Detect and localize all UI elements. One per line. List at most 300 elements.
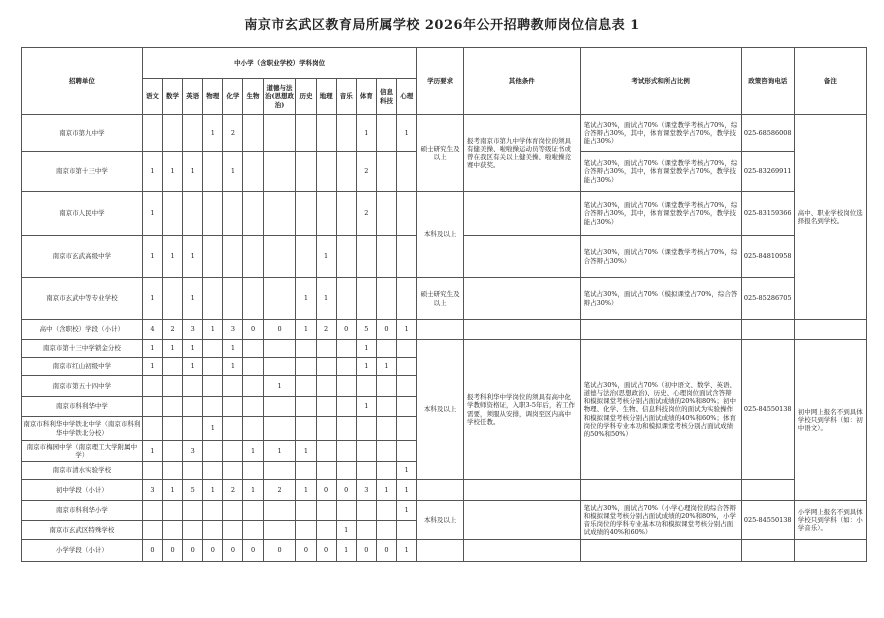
subject-count: 1 bbox=[376, 358, 396, 376]
subject-count: 0 bbox=[336, 320, 356, 340]
subject-count: 0 bbox=[316, 540, 336, 562]
subject-count bbox=[183, 192, 203, 236]
subject-count: 1 bbox=[356, 397, 376, 417]
exam-method-cell: 笔试占30%，面试占70%（课堂教学考核占70%，综合答辩占30%，其中，体育课堂教学占70%，教学技能占30%） bbox=[580, 192, 741, 236]
subject-count bbox=[397, 441, 417, 462]
unit-name: 高中（含职校）学段（小计） bbox=[22, 320, 143, 340]
header-unit: 招聘单位 bbox=[22, 48, 143, 115]
header-subject: 地理 bbox=[316, 79, 336, 115]
subject-count: 0 bbox=[263, 540, 296, 562]
subject-count bbox=[223, 278, 243, 320]
subject-count: 0 bbox=[243, 540, 263, 562]
subject-count: 1 bbox=[162, 340, 182, 358]
other-conditions-cell: 报考科利华中学岗位的须具有高中化学教师资格证，入职3-5年后，若工作需要，须服从安排，调岗至区内高中学校任教。 bbox=[464, 340, 581, 480]
subject-count bbox=[376, 441, 396, 462]
header-subject: 心理 bbox=[397, 79, 417, 115]
subtotal-row bbox=[22, 320, 867, 340]
subject-count bbox=[376, 462, 396, 480]
subject-count: 0 bbox=[142, 540, 162, 562]
subject-count bbox=[376, 152, 396, 192]
subject-count: 2 bbox=[223, 480, 243, 501]
subject-count bbox=[263, 501, 296, 521]
unit-name: 南京市梅园中学（南京理工大学附属中学） bbox=[22, 441, 143, 462]
subject-count bbox=[162, 501, 182, 521]
exam-method-cell: 笔试占30%，面试占70%（初中语文、数学、英语、道德与法治(思想政治)、历史、心理岗位面试含答辩和模拟课堂考核分别占面试成绩的20%和80%；初中物理、化学、生物、信息科技岗位的面试为实验操作和模拟课堂考核分别占面试成绩的40%和60%；体育岗位的学科专业本功和模拟课堂考核分别占面试成绩的50%和50%） bbox=[580, 340, 741, 480]
subject-count: 1 bbox=[142, 441, 162, 462]
unit-name: 南京市科利华中学铁北中学（南京市科利华中学铁北分校） bbox=[22, 417, 143, 441]
subject-count: 1 bbox=[203, 320, 223, 340]
table-row bbox=[22, 340, 867, 358]
subject-count bbox=[336, 417, 356, 441]
header-other-conditions: 其他条件 bbox=[464, 48, 581, 115]
subject-count bbox=[203, 340, 223, 358]
phone-cell bbox=[741, 320, 794, 340]
subject-count: 3 bbox=[356, 480, 376, 501]
subject-count bbox=[336, 501, 356, 521]
subject-count: 1 bbox=[162, 480, 182, 501]
subject-count bbox=[263, 397, 296, 417]
subject-count bbox=[336, 152, 356, 192]
subject-count: 0 bbox=[376, 320, 396, 340]
subject-count: 0 bbox=[223, 540, 243, 562]
education-cell bbox=[417, 540, 464, 562]
subject-count bbox=[397, 278, 417, 320]
subject-count bbox=[142, 417, 162, 441]
note-cell: 初中网上报名不到具体学校只到学科（如：初中语文）。 bbox=[794, 340, 866, 501]
subject-count: 1 bbox=[336, 521, 356, 540]
other-conditions-cell bbox=[464, 192, 581, 236]
phone-cell: 025-84550138 bbox=[741, 501, 794, 540]
subject-count bbox=[263, 236, 296, 278]
unit-name: 南京市清水实验学校 bbox=[22, 462, 143, 480]
subject-count bbox=[397, 521, 417, 540]
subject-count bbox=[142, 462, 162, 480]
subject-count bbox=[376, 397, 396, 417]
subject-count: 3 bbox=[183, 441, 203, 462]
header-note: 备注 bbox=[794, 48, 866, 115]
subject-count bbox=[142, 521, 162, 540]
other-conditions-cell bbox=[464, 236, 581, 278]
subject-count bbox=[203, 236, 223, 278]
subject-count bbox=[203, 376, 223, 397]
subject-count bbox=[243, 462, 263, 480]
phone-cell: 025-85286705 bbox=[741, 278, 794, 320]
exam-method-cell bbox=[580, 540, 741, 562]
unit-name: 南京市人民中学 bbox=[22, 192, 143, 236]
subject-count bbox=[183, 501, 203, 521]
subject-count: 1 bbox=[397, 462, 417, 480]
subject-count bbox=[336, 462, 356, 480]
subject-count bbox=[296, 358, 316, 376]
subject-count bbox=[243, 417, 263, 441]
subject-count bbox=[296, 417, 316, 441]
subject-count: 0 bbox=[316, 480, 336, 501]
subject-count: 1 bbox=[183, 152, 203, 192]
subject-count bbox=[263, 152, 296, 192]
subject-count bbox=[203, 521, 223, 540]
subject-count bbox=[162, 441, 182, 462]
subject-count bbox=[336, 115, 356, 152]
header-subject: 信息科技 bbox=[376, 79, 396, 115]
subject-count bbox=[376, 236, 396, 278]
unit-name: 南京市玄武区特殊学校 bbox=[22, 521, 143, 540]
subject-count bbox=[162, 192, 182, 236]
subject-count bbox=[296, 521, 316, 540]
subject-count: 1 bbox=[356, 340, 376, 358]
subject-count: 1 bbox=[223, 340, 243, 358]
subject-count bbox=[316, 441, 336, 462]
subject-count: 0 bbox=[356, 540, 376, 562]
subject-count bbox=[316, 462, 336, 480]
subject-count bbox=[316, 376, 336, 397]
subject-count: 5 bbox=[356, 320, 376, 340]
subject-count bbox=[243, 236, 263, 278]
subject-count bbox=[316, 521, 336, 540]
subject-count bbox=[376, 501, 396, 521]
subject-count bbox=[356, 417, 376, 441]
header-subject: 英语 bbox=[183, 79, 203, 115]
phone-cell: 025-83269911 bbox=[741, 152, 794, 192]
unit-name: 南京市红山初级中学 bbox=[22, 358, 143, 376]
subject-count bbox=[183, 417, 203, 441]
table-row bbox=[22, 115, 867, 152]
subject-count bbox=[223, 397, 243, 417]
subject-count bbox=[316, 417, 336, 441]
subject-count bbox=[203, 397, 223, 417]
subject-count bbox=[296, 462, 316, 480]
subject-count bbox=[243, 340, 263, 358]
note-cell bbox=[794, 540, 866, 562]
subject-count bbox=[376, 340, 396, 358]
subject-count: 0 bbox=[336, 480, 356, 501]
subject-count bbox=[162, 358, 182, 376]
subject-count bbox=[183, 376, 203, 397]
subject-count bbox=[142, 501, 162, 521]
subject-count bbox=[376, 192, 396, 236]
subject-count bbox=[316, 501, 336, 521]
subject-count: 1 bbox=[296, 278, 316, 320]
subject-count bbox=[336, 397, 356, 417]
subject-count bbox=[356, 278, 376, 320]
subject-count: 1 bbox=[397, 540, 417, 562]
subject-count bbox=[356, 501, 376, 521]
subject-count bbox=[296, 152, 316, 192]
subject-count bbox=[397, 152, 417, 192]
subject-count bbox=[162, 376, 182, 397]
subject-count: 0 bbox=[263, 320, 296, 340]
subject-count bbox=[376, 521, 396, 540]
subject-count bbox=[397, 417, 417, 441]
header-subject: 语文 bbox=[142, 79, 162, 115]
subject-count bbox=[223, 376, 243, 397]
header-subject: 生物 bbox=[243, 79, 263, 115]
table-row bbox=[22, 192, 867, 236]
subject-count: 1 bbox=[316, 236, 336, 278]
subject-count: 0 bbox=[296, 540, 316, 562]
subject-count: 1 bbox=[142, 152, 162, 192]
subject-count bbox=[296, 397, 316, 417]
subject-count bbox=[243, 115, 263, 152]
subject-count: 4 bbox=[142, 320, 162, 340]
phone-cell: 025-68586008 bbox=[741, 115, 794, 152]
subject-count: 1 bbox=[142, 358, 162, 376]
subject-count: 3 bbox=[183, 320, 203, 340]
subject-count bbox=[356, 376, 376, 397]
subject-count: 3 bbox=[223, 320, 243, 340]
subject-count bbox=[162, 521, 182, 540]
education-cell bbox=[417, 480, 464, 501]
subject-count bbox=[336, 340, 356, 358]
subject-count bbox=[223, 521, 243, 540]
subject-count: 1 bbox=[183, 236, 203, 278]
subject-count: 1 bbox=[243, 441, 263, 462]
page-title: 南京市玄武区教育局所属学校 2026年公开招聘教师岗位信息表 1 bbox=[244, 18, 640, 33]
subject-count: 1 bbox=[397, 320, 417, 340]
subject-count bbox=[296, 115, 316, 152]
subject-count bbox=[296, 236, 316, 278]
subject-count: 2 bbox=[356, 192, 376, 236]
subject-count bbox=[142, 397, 162, 417]
other-conditions-cell bbox=[464, 278, 581, 320]
subject-count bbox=[397, 340, 417, 358]
education-cell: 本科及以上 bbox=[417, 192, 464, 278]
subject-count bbox=[316, 397, 336, 417]
note-cell bbox=[794, 320, 866, 340]
subject-count bbox=[203, 358, 223, 376]
subject-count: 1 bbox=[296, 320, 316, 340]
subject-count: 0 bbox=[203, 540, 223, 562]
education-cell: 本科及以上 bbox=[417, 501, 464, 540]
unit-name: 南京市玄武高级中学 bbox=[22, 236, 143, 278]
subject-count bbox=[376, 278, 396, 320]
subject-count: 1 bbox=[336, 540, 356, 562]
subject-count bbox=[263, 358, 296, 376]
subject-count bbox=[243, 521, 263, 540]
subject-count: 1 bbox=[183, 340, 203, 358]
subject-count bbox=[243, 376, 263, 397]
subject-count: 1 bbox=[376, 480, 396, 501]
education-cell: 本科及以上 bbox=[417, 340, 464, 480]
exam-method-cell: 笔试占30%，面试占70%（课堂教学考核占70%，综合答辩占30%，其中，体育课堂教学占70%，教学技能占30%） bbox=[580, 115, 741, 152]
education-cell: 硕士研究生及以上 bbox=[417, 115, 464, 192]
subject-count bbox=[243, 278, 263, 320]
exam-method-cell bbox=[580, 480, 741, 501]
subject-count bbox=[162, 417, 182, 441]
subject-count bbox=[263, 278, 296, 320]
subject-count: 1 bbox=[397, 501, 417, 521]
subject-count: 5 bbox=[183, 480, 203, 501]
subject-count bbox=[296, 501, 316, 521]
subject-count: 1 bbox=[296, 441, 316, 462]
subject-count: 1 bbox=[142, 236, 162, 278]
subject-count: 1 bbox=[356, 358, 376, 376]
subject-count: 1 bbox=[142, 192, 162, 236]
subject-count bbox=[376, 417, 396, 441]
subject-count: 1 bbox=[183, 278, 203, 320]
subject-count: 1 bbox=[243, 480, 263, 501]
subject-count bbox=[356, 521, 376, 540]
phone-cell: 025-84550138 bbox=[741, 340, 794, 480]
subject-count: 0 bbox=[162, 540, 182, 562]
subtotal-row bbox=[22, 540, 867, 562]
other-conditions-cell: 报考南京市第九中学体育岗位的须具有健美操、啦啦操运动员等级证书或曾在我区有关以上健美操、啦啦操竞赛中获奖。 bbox=[464, 115, 581, 192]
subject-count: 2 bbox=[263, 480, 296, 501]
unit-name: 南京市第五十四中学 bbox=[22, 376, 143, 397]
subject-count bbox=[336, 278, 356, 320]
unit-name: 南京市第十三中学 bbox=[22, 152, 143, 192]
subject-count bbox=[316, 192, 336, 236]
subject-count bbox=[183, 462, 203, 480]
subject-count: 2 bbox=[223, 115, 243, 152]
subject-count bbox=[243, 152, 263, 192]
subject-count: 1 bbox=[263, 441, 296, 462]
subject-count: 1 bbox=[397, 115, 417, 152]
subject-count bbox=[263, 115, 296, 152]
subject-count bbox=[336, 236, 356, 278]
subject-count bbox=[223, 441, 243, 462]
header-subject: 数学 bbox=[162, 79, 182, 115]
education-cell bbox=[417, 320, 464, 340]
subject-count: 1 bbox=[223, 152, 243, 192]
unit-name: 初中学段（小计） bbox=[22, 480, 143, 501]
subject-count: 2 bbox=[316, 320, 336, 340]
subject-count bbox=[223, 236, 243, 278]
unit-name: 南京市科利华小学 bbox=[22, 501, 143, 521]
subject-count: 1 bbox=[356, 115, 376, 152]
subject-count: 0 bbox=[183, 540, 203, 562]
exam-method-cell bbox=[580, 320, 741, 340]
exam-method-cell: 笔试占30%，面试占70%（课堂教学考核占70%，综合答辩占30%，其中，体育课堂教学占70%，教学技能占30%） bbox=[580, 152, 741, 192]
subject-count bbox=[183, 115, 203, 152]
subject-count bbox=[316, 340, 336, 358]
subtotal-row bbox=[22, 480, 867, 501]
subject-count bbox=[296, 192, 316, 236]
subject-count bbox=[162, 462, 182, 480]
subject-count bbox=[223, 462, 243, 480]
subject-count: 1 bbox=[223, 358, 243, 376]
note-cell: 高中、职业学校岗位选择报名到学校。 bbox=[794, 115, 866, 320]
subject-count bbox=[183, 521, 203, 540]
other-conditions-cell bbox=[464, 320, 581, 340]
subject-count bbox=[142, 376, 162, 397]
phone-cell bbox=[741, 540, 794, 562]
header-phone: 政策咨询电话 bbox=[741, 48, 794, 115]
subject-count bbox=[356, 462, 376, 480]
subject-count bbox=[162, 397, 182, 417]
other-conditions-cell bbox=[464, 480, 581, 501]
subject-count bbox=[243, 397, 263, 417]
subject-count bbox=[397, 236, 417, 278]
phone-cell: 025-83159366 bbox=[741, 192, 794, 236]
subject-count bbox=[203, 192, 223, 236]
subject-count bbox=[263, 340, 296, 358]
subject-count bbox=[336, 192, 356, 236]
subject-count bbox=[203, 462, 223, 480]
subject-count bbox=[296, 376, 316, 397]
subject-count: 1 bbox=[162, 236, 182, 278]
subject-count bbox=[142, 115, 162, 152]
header-subject: 物理 bbox=[203, 79, 223, 115]
subject-count: 0 bbox=[376, 540, 396, 562]
subject-count bbox=[162, 115, 182, 152]
subject-count: 0 bbox=[243, 320, 263, 340]
recruitment-table bbox=[21, 47, 867, 562]
unit-name: 小学学段（小计） bbox=[22, 540, 143, 562]
header-subject: 道德与法治(思想政治) bbox=[263, 79, 296, 115]
subject-count: 1 bbox=[316, 278, 336, 320]
other-conditions-cell bbox=[464, 501, 581, 540]
header-exam: 考试形式和所占比例 bbox=[580, 48, 741, 115]
subject-count bbox=[162, 278, 182, 320]
subject-count bbox=[356, 441, 376, 462]
subject-count bbox=[203, 501, 223, 521]
subject-count: 1 bbox=[203, 115, 223, 152]
header-subject-group: 中小学（含职业学校）学科岗位 bbox=[142, 48, 417, 79]
subject-count: 1 bbox=[203, 480, 223, 501]
subject-count bbox=[183, 397, 203, 417]
subject-count bbox=[223, 417, 243, 441]
subject-count bbox=[263, 521, 296, 540]
unit-name: 南京市玄武中等专业学校 bbox=[22, 278, 143, 320]
header-subject: 音乐 bbox=[336, 79, 356, 115]
unit-name: 南京市科利华中学 bbox=[22, 397, 143, 417]
subject-count bbox=[263, 192, 296, 236]
subject-count: 2 bbox=[162, 320, 182, 340]
subject-count bbox=[397, 397, 417, 417]
subject-count bbox=[376, 115, 396, 152]
subject-count bbox=[243, 358, 263, 376]
subject-count bbox=[223, 501, 243, 521]
subject-count bbox=[203, 278, 223, 320]
subject-count bbox=[316, 115, 336, 152]
subject-count: 1 bbox=[397, 480, 417, 501]
note-cell: 小学网上报名不到具体学校只到学科（如：小学音乐）。 bbox=[794, 501, 866, 540]
subject-count: 2 bbox=[356, 152, 376, 192]
phone-cell: 025-84810958 bbox=[741, 236, 794, 278]
header-subject: 体育 bbox=[356, 79, 376, 115]
subject-count bbox=[397, 192, 417, 236]
header-education: 学历要求 bbox=[417, 48, 464, 115]
subject-count bbox=[336, 441, 356, 462]
unit-name: 南京市第十三中学锁金分校 bbox=[22, 340, 143, 358]
subject-count bbox=[397, 376, 417, 397]
exam-method-cell: 笔试占30%，面试占70%（课堂教学考核占70%，综合答辩占30%） bbox=[580, 236, 741, 278]
subject-count: 1 bbox=[263, 376, 296, 397]
table-body bbox=[22, 115, 867, 562]
subject-count bbox=[296, 340, 316, 358]
exam-method-cell: 笔试占30%，面试占70%（小学心理岗位的综合答辩和模拟课堂考核分别占面试成绩的20%和80%，小学音乐岗位的学科专业基本功和模拟课堂考核分别占面试成绩的40%和60%） bbox=[580, 501, 741, 540]
education-cell: 硕士研究生及以上 bbox=[417, 278, 464, 320]
subject-count bbox=[203, 152, 223, 192]
subject-count: 1 bbox=[183, 358, 203, 376]
subject-count bbox=[397, 358, 417, 376]
subject-count bbox=[316, 152, 336, 192]
unit-name: 南京市第九中学 bbox=[22, 115, 143, 152]
subject-count: 1 bbox=[203, 417, 223, 441]
subject-count bbox=[356, 236, 376, 278]
subject-count: 3 bbox=[142, 480, 162, 501]
subject-count: 1 bbox=[142, 278, 162, 320]
subject-count bbox=[336, 358, 356, 376]
header-subject: 历史 bbox=[296, 79, 316, 115]
subject-count bbox=[243, 192, 263, 236]
subject-count bbox=[336, 376, 356, 397]
phone-cell bbox=[741, 480, 794, 501]
subject-count bbox=[376, 376, 396, 397]
table-row bbox=[22, 278, 867, 320]
subject-count bbox=[316, 358, 336, 376]
subject-count bbox=[223, 192, 243, 236]
